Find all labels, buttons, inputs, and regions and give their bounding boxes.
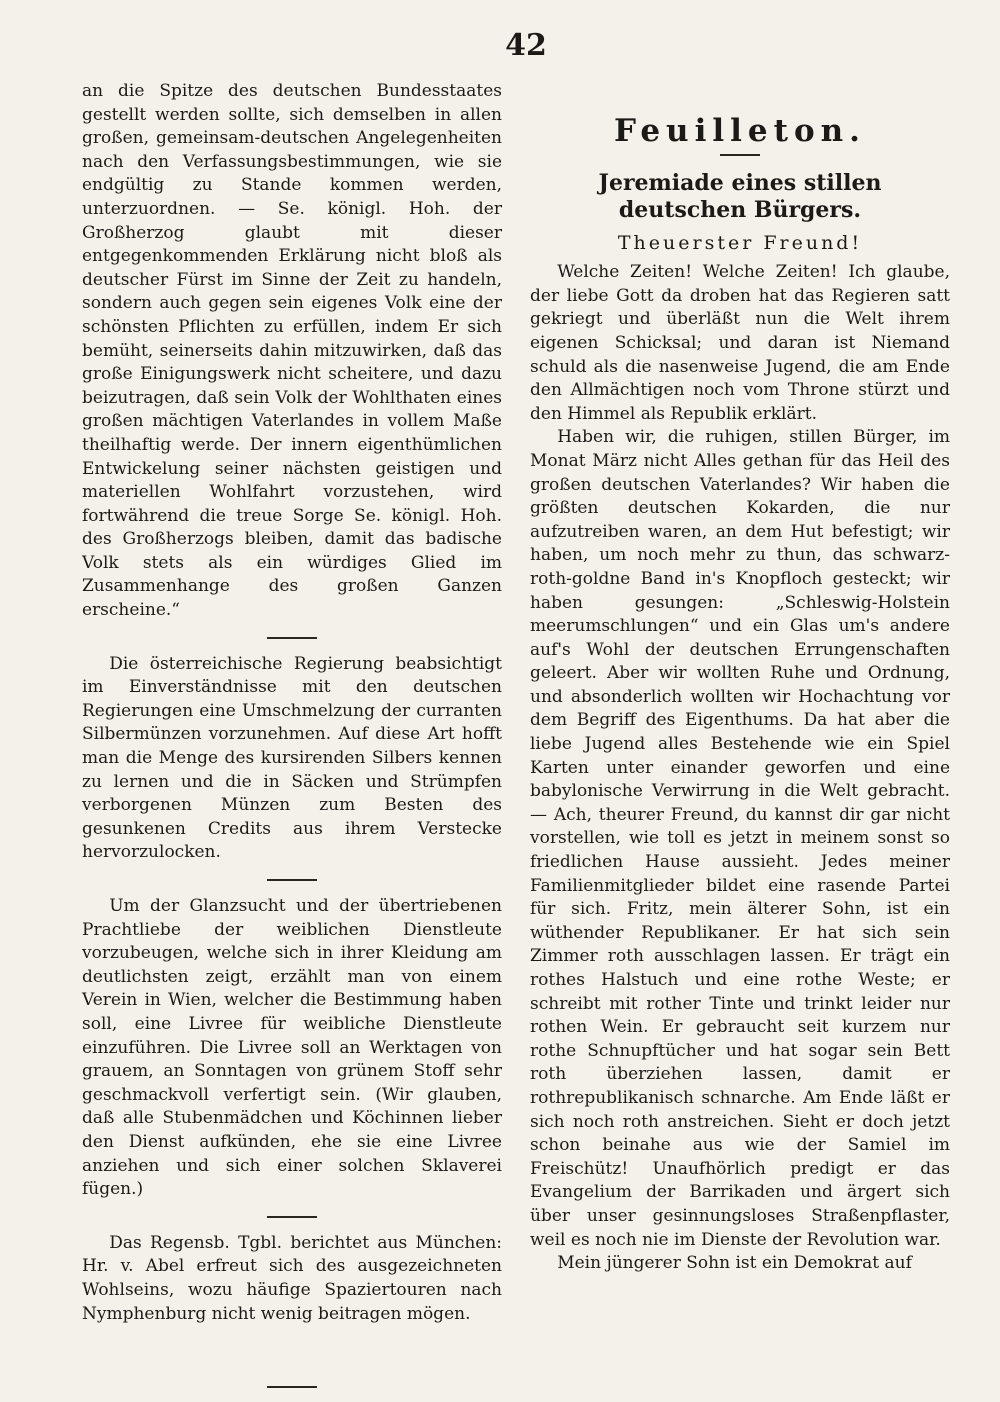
left-paragraph-2: Die österreichische Regierung beabsichtigt im Einverständnisse mit den deutschen Regierungen eine Umschmelzung der curranten Silbermünzen vorzunehmen. Auf diese Art hofft man die Menge des kursirenden Silbers kennen zu lernen und die in Säcken und Strümpfen verborgenen Münzen zum Besten des gesunkenen Credits aus ihrem Verstecke hervorzulocken. — [82, 653, 502, 863]
left-paragraph-3: Um der Glanzsucht und der übertriebenen Prachtliebe der weiblichen Dienstleute vorzubeugen, welche sich in ihrer Kleidung am deutlichsten zeigt, erzählt man von einem Verein in Wien, welcher die Bestimmung haben soll, eine Livree für weibliche Dienstleute einzuführen. Die Livree soll an Werktagen von grauem, an Sonntagen von grünem Stoff sehr geschmackvoll verfertigt sein. (Wir glauben, daß alle Stubenmädchen und Köchinnen lieber den Dienst aufkünden, ehe sie eine Livree anziehen und sich einer solchen Sklaverei fügen.) — [82, 896, 502, 1200]
right-paragraph-3: Mein jüngerer Sohn ist ein Demokrat auf — [557, 1253, 912, 1274]
article-title: Jeremiade eines stillen deutschen Bürgers. — [598, 169, 882, 223]
right-paragraph-2: Haben wir, die ruhigen, stillen Bürger, im Monat März nicht Alles gethan für das Heil des großen deutschen Vaterlandes? Wir haben die größten deutschen Kokarden, die nur aufzutreiben waren, an dem Hut befestigt; wir haben, um noch mehr zu thun, das schwarz-roth-goldne Band in's Knopfloch gesteckt; wir haben gesungen: „Schleswig-Holstein meerumschlungen“ und ein Glas um's andere auf's Wohl der deutschen Errungenschaften geleert. Aber wir wollten Ruhe und Ordnung, und absonderlich wollten wir Hochachtung vor dem Begriff des Eigenthums. Da hat aber die liebe Jugend alles Bestehende wie ein Spiel Karten unter einander geworfen und eine babylonische Verwirrung in die Welt gebracht. — Ach, theurer Freund, du kannst dir gar nicht vorstellen, wie toll es jetzt in meinem sonst so friedlichen Hause aussieht. Jedes meiner Familienmitglieder bildet eine rasende Partei für sich. Fritz, mein älterer Sohn, ist ein wüthender Republikaner. Er hat sich sein Zimmer roth ausschlagen lassen. Er trägt ein rothes Halstuch und eine rothe Weste; er schreibt mit rother Tinte und trinkt leider nur rothen Wein. Er gebraucht seit kurzem nur rothe Schnupftücher und hat sogar sein Bett roth überziehen lassen, damit er rothrepublikanisch schnarche. Am Ende läßt er sich noch roth anstreichen. Sieht er doch jetzt schon beinahe aus wie der Samiel im Freischütz! Unaufhörlich predigt er das Evangelium der Barrikaden und ärgert sich über unser gesinnungsloses Straßenpflaster, weil es noch nie im Dienste der Revolution war. — [530, 427, 950, 1250]
section-title: Feuilleton. — [614, 113, 866, 149]
end-rule — [267, 1386, 317, 1388]
right-paragraph-1: Welche Zeiten! Welche Zeiten! Ich glaube, der liebe Gott da droben hat das Regieren satt gekriegt und überläßt nun die Welt ihrem eigenen Schicksal; und daran ist Niemand schuld als die nasenweise Jugend, die am Ende den Allmächtigen noch vom Throne stürzt und den Himmel als Republik erklärt. — [530, 262, 950, 424]
left-paragraph-4: Das Regensb. Tgbl. berichtet aus München: Hr. v. Abel erfreut sich des ausgezeichneten Wohlseins, wozu häufige Spaziertouren nach Nymphenburg nicht wenig beitragen mögen. — [82, 1232, 502, 1324]
right-column — [530, 80, 950, 1276]
left-column — [82, 80, 502, 1402]
separator-rule — [267, 1216, 317, 1218]
salutation: Theuerster Freund! — [617, 231, 863, 254]
separator-rule — [267, 879, 317, 881]
separator-rule — [720, 154, 760, 156]
separator-rule — [267, 637, 317, 639]
page-number: 42 — [505, 28, 547, 63]
left-paragraph-1: an die Spitze des deutschen Bundesstaates gestellt werden sollte, sich demselben in allen großen, gemeinsam-deutschen Angelegenheiten nach den Verfassungsbestimmungen, wie sie endgültig zu Stande kommen werden, unterzuordnen. — Se. königl. Hoh. der Großherzog glaubt mit dieser entgegenkommenden Erklärung nicht bloß als deutscher Fürst im Sinne der Zeit zu handeln, sondern auch gegen sein eigenes Volk eine der schönsten Pflichten zu erfüllen, indem Er sich bemüht, seinerseits dahin mitzuwirken, daß das große Einigungswerk nicht scheitere, und dazu beizutragen, daß sein Volk der Wohlthaten eines großen mächtigen Vaterlandes in vollem Maße theilhaftig werde. Der innern eigenthümlichen Entwickelung seiner nächsten geistigen und materiellen Wohlfahrt vorzustehen, wird fortwährend die treue Sorge Se. königl. Hoh. des Großherzogs bleiben, damit das badische Volk stets als ein würdiges Glied im Zusammenhange des großen Ganzen erscheine.“ — [82, 81, 502, 621]
